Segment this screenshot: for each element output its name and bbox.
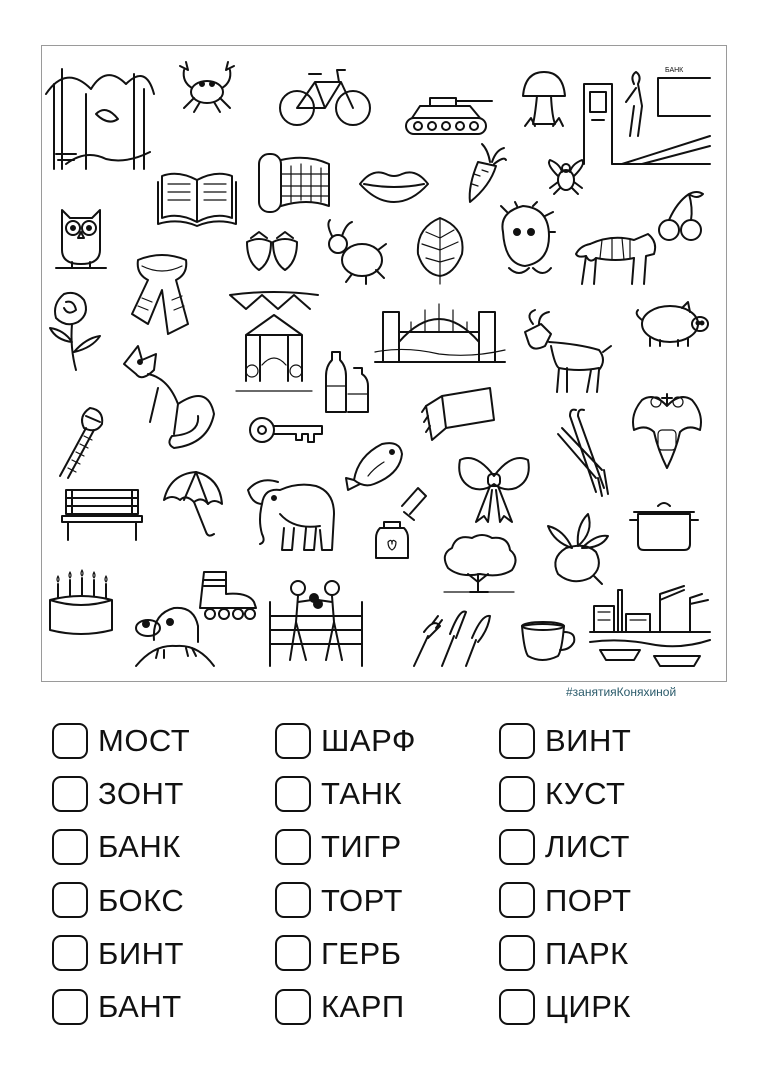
leaf-picture xyxy=(414,214,466,284)
word-row xyxy=(275,714,416,767)
word-label: ШАРФ xyxy=(321,723,416,759)
bank-picture xyxy=(582,66,710,166)
checkbox[interactable] xyxy=(275,776,311,812)
word-row xyxy=(499,980,632,1033)
word-label: ТОРТ xyxy=(321,882,403,918)
word-label: БИНТ xyxy=(98,935,184,971)
crab-picture xyxy=(176,62,238,114)
elephant-picture xyxy=(244,470,338,554)
word-label: ВИНТ xyxy=(545,723,632,759)
word-row xyxy=(52,980,190,1033)
hedgehog-picture xyxy=(493,202,555,278)
checkbox[interactable] xyxy=(275,935,311,971)
carrot-picture xyxy=(464,142,506,204)
word-label: ЛИСТ xyxy=(545,829,630,865)
mushroom-picture xyxy=(521,70,567,128)
word-row xyxy=(275,980,416,1033)
word-row xyxy=(499,874,632,927)
word-label: ГЕРБ xyxy=(321,935,402,971)
tiger-picture xyxy=(572,224,658,286)
word-label: КАРП xyxy=(321,989,405,1025)
checkbox[interactable] xyxy=(52,935,88,971)
hashtag-caption: #занятияКоняхиной xyxy=(566,685,677,699)
cutlery-picture xyxy=(410,606,492,668)
checkbox[interactable] xyxy=(275,829,311,865)
tank-picture xyxy=(400,92,494,136)
pig-picture xyxy=(634,300,710,348)
fly-picture xyxy=(546,160,586,194)
word-column-1 xyxy=(52,714,190,1033)
word-row xyxy=(275,927,416,980)
word-column-2 xyxy=(275,714,416,1033)
checkbox[interactable] xyxy=(275,723,311,759)
coat-of-arms-picture xyxy=(628,390,706,472)
word-label: ЗОНТ xyxy=(98,776,184,812)
mole-picture xyxy=(134,600,216,666)
cake-picture xyxy=(46,564,116,636)
tree-picture xyxy=(440,532,518,594)
bottles-picture xyxy=(324,346,370,414)
word-row xyxy=(499,820,632,873)
key-picture xyxy=(248,412,324,448)
word-row xyxy=(499,714,632,767)
bow-picture xyxy=(456,450,532,524)
port-picture xyxy=(590,580,710,672)
crayons-picture xyxy=(422,386,496,442)
word-column-3 xyxy=(499,714,632,1033)
word-row xyxy=(275,874,416,927)
pot-picture xyxy=(628,498,700,552)
bicycle-picture xyxy=(279,64,371,128)
checkbox[interactable] xyxy=(52,829,88,865)
fish-picture xyxy=(344,432,408,492)
lips-picture xyxy=(358,166,430,204)
checkbox[interactable] xyxy=(499,989,535,1025)
word-label: БАНК xyxy=(98,829,181,865)
skis-picture xyxy=(556,408,614,496)
word-row xyxy=(499,767,632,820)
word-row xyxy=(52,714,190,767)
park-picture xyxy=(46,64,154,174)
word-label: ТИГР xyxy=(321,829,402,865)
word-label: БОКС xyxy=(98,882,185,918)
circus-picture xyxy=(226,285,322,393)
beetle-picture xyxy=(322,220,388,284)
word-label: МОСТ xyxy=(98,723,191,759)
rose-picture xyxy=(46,290,104,372)
checkbox[interactable] xyxy=(52,989,88,1025)
word-row xyxy=(52,820,190,873)
word-label: КУСТ xyxy=(545,776,626,812)
cherries-picture xyxy=(655,190,705,242)
checkbox[interactable] xyxy=(275,989,311,1025)
word-list xyxy=(52,714,712,1034)
boxing-picture xyxy=(266,572,366,668)
checkbox[interactable] xyxy=(275,882,311,918)
goat-picture xyxy=(519,310,611,394)
word-row xyxy=(52,927,190,980)
word-row xyxy=(52,767,190,820)
checkbox[interactable] xyxy=(52,882,88,918)
word-label: БАНТ xyxy=(98,989,182,1025)
bench-picture xyxy=(60,486,144,542)
scarf-picture xyxy=(128,250,196,336)
word-label: ТАНК xyxy=(321,776,403,812)
word-label: ПОРТ xyxy=(545,882,632,918)
scroll-picture xyxy=(257,150,331,216)
checkbox[interactable] xyxy=(499,935,535,971)
bridge-picture xyxy=(375,296,505,368)
beet-picture xyxy=(542,512,610,586)
book-picture xyxy=(156,166,238,228)
umbrella-picture xyxy=(160,470,224,538)
screw-picture xyxy=(56,406,106,478)
checkbox[interactable] xyxy=(499,829,535,865)
fox-picture xyxy=(118,344,218,450)
checkbox[interactable] xyxy=(499,723,535,759)
cup-picture xyxy=(520,620,576,666)
bank-sign: БАНК xyxy=(665,67,684,74)
checkbox[interactable] xyxy=(499,776,535,812)
owl-picture xyxy=(54,200,108,270)
word-row xyxy=(499,927,632,980)
checkbox[interactable] xyxy=(52,723,88,759)
checkbox[interactable] xyxy=(499,882,535,918)
strawberries-picture xyxy=(243,230,301,272)
nail-polish-picture xyxy=(374,488,428,560)
word-row xyxy=(275,820,416,873)
word-label: ПАРК xyxy=(545,935,629,971)
checkbox[interactable] xyxy=(52,776,88,812)
word-label: ЦИРК xyxy=(545,989,631,1025)
word-row xyxy=(275,767,416,820)
word-row xyxy=(52,874,190,927)
